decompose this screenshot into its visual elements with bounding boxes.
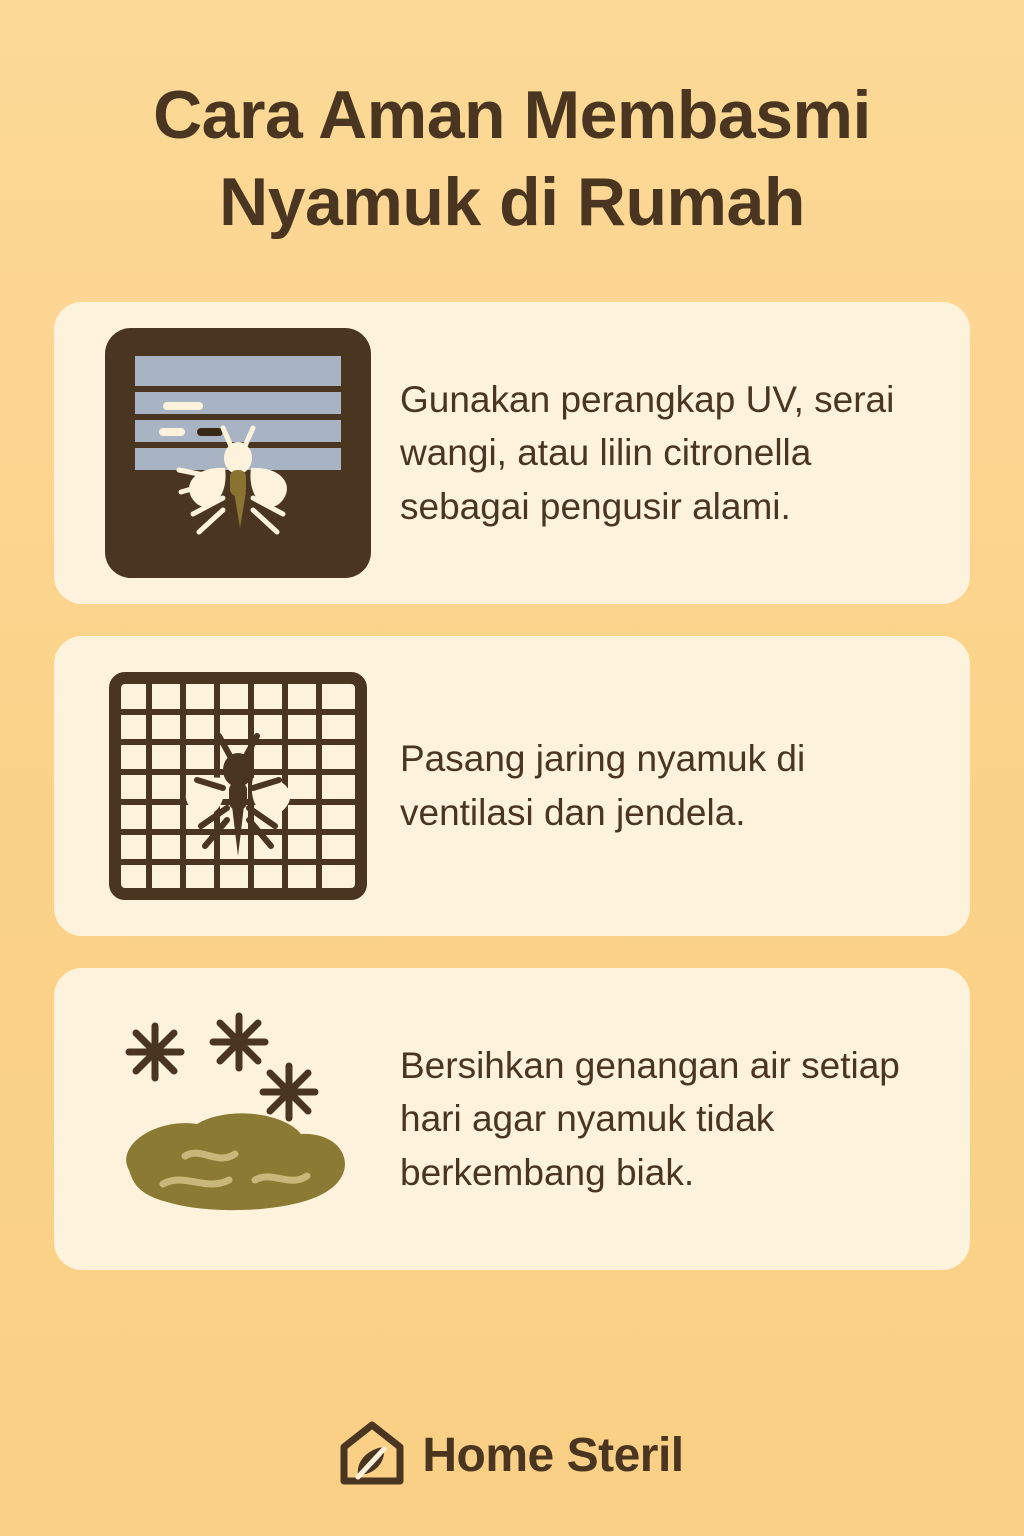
uv-trap-mosquito-icon bbox=[88, 328, 388, 578]
tip-card-1-text: Gunakan perangkap UV, serai wangi, atau lilin citronella sebagai pengusir alami. bbox=[400, 378, 895, 527]
tip-card-2-text: Pasang jaring nyamuk di ventilasi dan jendela. bbox=[400, 738, 806, 834]
stagnant-water-puddle-icon bbox=[88, 994, 388, 1244]
house-leaf-logo-icon bbox=[340, 1421, 404, 1490]
tip-card-3 bbox=[54, 968, 970, 1270]
footer-brand bbox=[340, 1421, 683, 1490]
tip-card-2 bbox=[54, 636, 970, 936]
tip-card-3-text: Bersihkan genangan air setiap hari agar nyamuk tidak berkembang biak. bbox=[400, 1044, 900, 1193]
tip-card-1 bbox=[54, 302, 970, 604]
mosquito-net-screen-icon bbox=[88, 670, 388, 902]
tips-card-list bbox=[54, 302, 970, 1270]
page-title: Cara Aman Membasmi Nyamuk di Rumah bbox=[153, 77, 871, 241]
brand-name: Home Steril bbox=[422, 1429, 684, 1482]
